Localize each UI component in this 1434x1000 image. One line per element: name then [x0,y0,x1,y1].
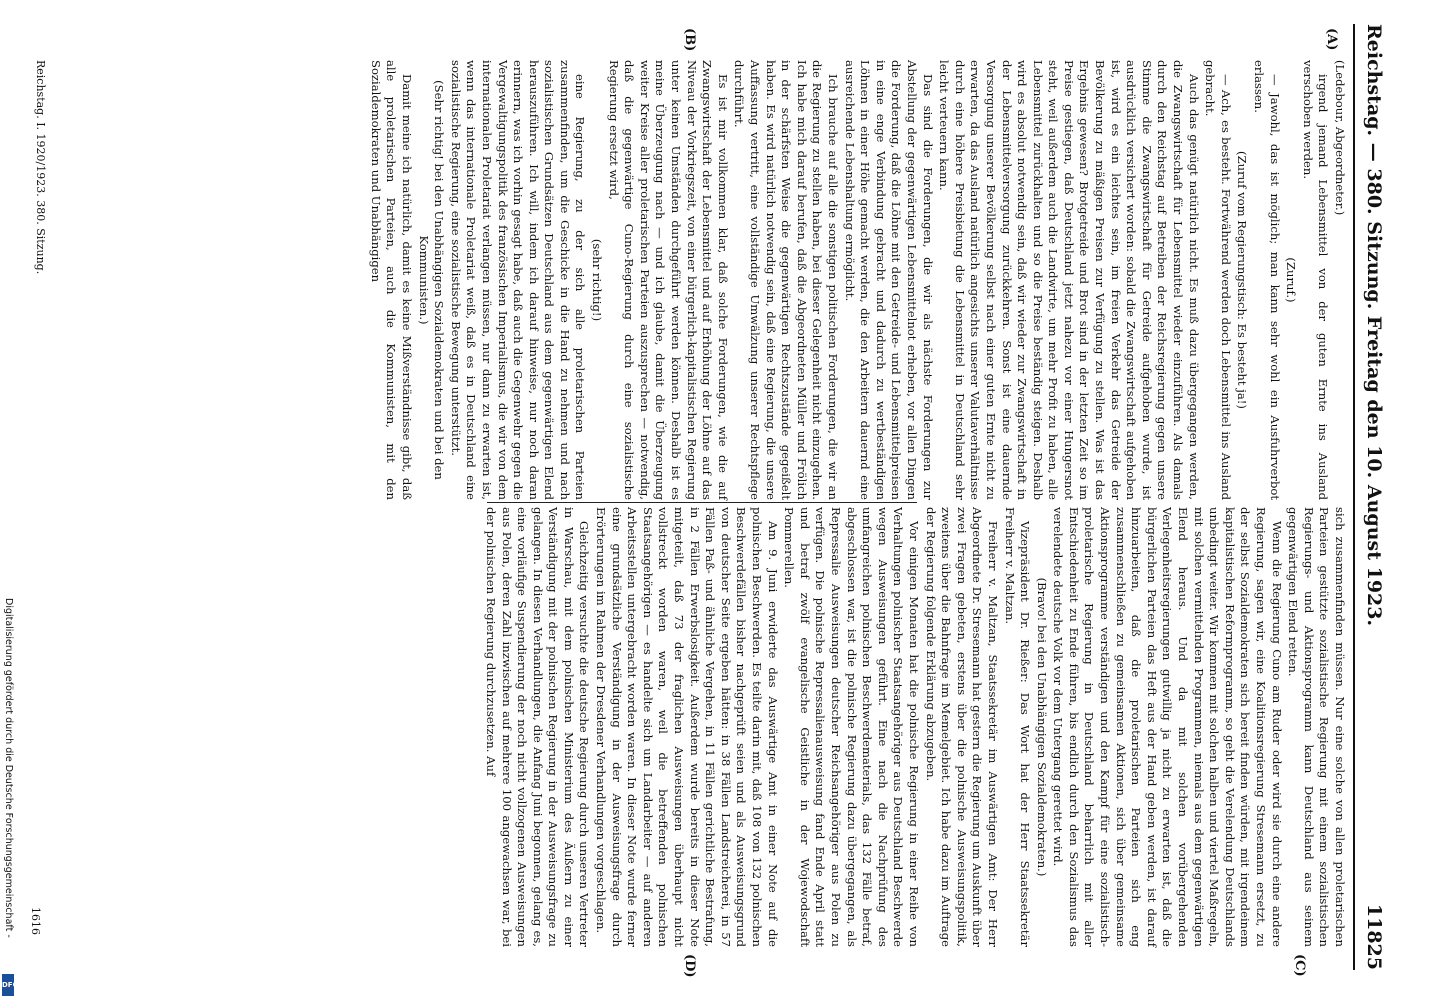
right-column-paragraph: (Bravo! bei den Unabhängigen Sozialdemokraten.) [1034,577,1049,877]
left-column-paragraph: — Jawohl, das ist möglich; man kann sehr wohl ein Ausfuhrverbot erlassen. [1252,60,1282,500]
left-column-paragraph: (Zuruf.) [1284,257,1299,303]
header-rule [1353,24,1355,970]
page-header [1361,24,1389,970]
right-column-paragraph: Vor einigen Monaten hat die polnische Regierung in einer Reihe von Verhaltungen polnischer Staatsangehöriger aus Deutschland Beschwerde wegen Ausweisungen geführt. Eine nach die Nachprüfung des umfangreichen polnischen Beschwerdematerials, das 132 Fälle betraf, abgeschlossen war, ist die polnische Regierung dazu übergegangen, als Repressalie Ausweisungen deutscher Reichsangehöriger aus Polen zu verfügen. Die polnische Repressalienausweisung fand Ende April statt und betraf zwölf evangelische Geistliche in der Wojewodschaft Pommerellen. [782,507,921,947]
right-column [481,507,1347,947]
left-column-paragraph: irgend jemand Lebensmittel von der guten Ernte ins Ausland verschoben werden. [1300,60,1331,500]
left-column-paragraph: Auch das genügt natürlich nicht. Es muß dazu übergegangen werden, die Zwangswirtschaft für Lebensmittel wieder einzuführen. Als damals durch den Reichstag auf Betreiben der Reichsregierung gegen unsere Stimme die Zwangswirtschaft für Getreide aufgehoben wurde, ist ausdrücklich versichert worden: sobald die Zwangswirtschaft aufgehoben ist, wird es ein leichtes sein, im freien Verkehr das Getreide der Bevölkerung zu mäßigen Preisen zur Verfügung zu stellen. Was ist das Ergebnis gewesen? Brotgetreide und Brot sind in der letzten Zeit so im Preise gestiegen, daß Deutschland jetzt nahezu vor einer Hungersnot steht, weil außerdem auch die Landwirte, um mehr Profit zu haben, alle Lebensmittel zurückhalten und so die Preise beständig steigen. Deshalb wird es absolut notwendig sein, daß wir wieder zur Zwangswirtschaft in der Lebensmittelversorgung zurückkehren. Sonst ist eine dauernde Versorgung unserer Bevölkerung selbst nach einer guten Ernte nicht zu erwarten, da das Ausland natürlich angesichts unserer Valutaverhältnisse durch eine höhere Preisbietung die Lebensmittel in Deutschland sehr leicht verteuern kann. [937,60,1201,500]
margin-mark-a: (A) [1324,28,1339,51]
right-column-paragraph: Gleichzeitig versuchte die deutsche Regierung durch unseren Vertreter in Warschau, mit dem polnischen Ministerium des Äußern zu einer Verständigung mit der polnischen Regierung in der Ausweisungsfrage zu gelangen. In diesen Verhandlungen, die Anfang Juni begonnen, gelang es, eine vorläufige Suspendierung der noch nicht vollzogenen Ausweisungen aus Polen, deren Zahl inzwischen auf mehrere 100 angewachsen war, bei der polnischen Regierung durchzusetzen. Auf [483,507,592,947]
left-column-paragraph: Ich brauche auf alle die sonstigen politischen Forderungen, die wir an die Regierung zu stellen haben, bei dieser Gelegenheit nicht einzugehen. Ich habe mich darauf berufen, daß die Abgeordneten Müller und Frölich in der schärfsten Weise die gegenwärtigen Rechtszustände gegeißelt haben. Es wird natürlich notwendig sein, daß eine Regierung, die unsere Auffassung vertritt, eine vollständige Umwälzung unserer Rechtspflege durchführt. [732,60,840,500]
left-column-paragraph: (Zuruf vom Regierungstisch: Es besteht ja!) [1235,151,1250,409]
margin-mark-c: (C) [1292,954,1307,977]
left-column-paragraph: (Ledebour, Abgeordneter.) [1333,60,1347,216]
left-column-paragraph: eine Regierung, zu der sich alle proletarischen Parteien zusammenfinden, um die Geschicke in die Hand zu nehmen und nach sozialistischen Grundsätzen Deutschland aus dem gegenwärtigen Elend herauszuführen. Ich will, indem ich darauf hinweise, nur noch daran erinnern, was ich vorhin gesagt habe, daß auch die Gegenwehr gegen die Vergewaltigungspolitik des französischen Imperialismus, die wir von dem internationalen Proletariat verlangen müssen, nur dann zu erwarten ist, wenn das internationale Proletariat weiß, daß es in Deutschland eine sozialistische Regierung, eine sozialistische Bewegung unterstützt. [448,60,588,500]
right-column-paragraph: Vizepräsident Dr. Rießer: Das Wort hat der Herr Staatssekretär Freiherr v. Maltzan. [1002,507,1033,947]
margin-mark-b: (B) [682,28,697,52]
right-column-paragraph: sich zusammenfinden müssen. Nur eine solche von allen proletarischen Parteien gestützte sozialistische Regierung mit einem sozialistischen Regierungs- und Aktionsprogramm kann Deutschland aus seinem gegenwärtigen Elend retten. [1286,507,1347,947]
footer-left: Reichstag. I. 1920/1923. 380. Sitzung. [34,60,47,275]
left-column-paragraph: Es ist mir vollkommen klar, daß solche Forderungen, wie die auf Zwangswirtschaft der Lebensmittel und auf Erhöhung der Löhne auf das Niveau der Vorkriegszeit, von einer bürgerlich-kapitalistischen Regierung unter keinen Umständen durchgeführt werden können. Deshalb ist es meine Überzeugung nach — und ich glaube, damit die Überzeugung weiter Kreise aller proletarischen Parteien auszusprechen — notwendig, daß die gegenwärtige Cuno-Regierung durch eine sozialistische Regierung ersetzt wird, [606,60,730,500]
header-title: Reichstag. — 380. Sitzung. Freitag den 10. August 1923. [1363,24,1385,627]
document-page [2,2,1397,992]
margin-mark-d: (D) [682,954,697,978]
credit-text: Digitalisierung gefördert durch die Deutsche Forschungsgemeinschaft - [3,598,14,938]
right-column-paragraph: Freiherr v. Maltzan, Staatssekretär im Auswärtigen Amt: Der Herr Abgeordnete Dr. Stresemann hat gestern die Regierung um Auskunft über zwei Fragen gebeten, erstens über die polnische Ausweisungspolitik, zweitens über die Bahnfrage im Memelgebiet. Ich habe dazu im Auftrage der Regierung folgende Erklärung abzugeben. [923,507,1000,947]
dfg-logo: DFG [2,974,14,996]
right-column-paragraph: Am 9. Juni erwiderte das Auswärtige Amt in einer Note auf die polnischen Beschwerden. Es teilte darin mit, daß 108 von 132 polnischen Beschwerdefällen bisher nachgeprüft seien und als Ausweisungsgrund von deutscher Seite ergeben hätten: in 38 Fällen Landstreicherei, in 57 Fällen Paß- und ähnliche Vergehen, in 11 Fällen gerichtliche Bestrafung, in 2 Fällen Erwerbslosigkeit. Außerdem wurde bereits in dieser Note mitgeteilt, daß 73 der fraglichen Ausweisungen überhaupt nicht vollstreckt worden waren, weil die betreffenden polnischen Staatsangehörigen — es handelte sich um Landarbeiter — auf anderen Arbeitsstellen untergebracht worden waren. In dieser Note wurde ferner eine grundsätzliche Verständigung in der Ausweisungsfrage durch Erörterungen im Rahmen der Dresdener Verhandlungen vorgeschlagen. [594,507,780,947]
left-column-paragraph: Damit meine ich natürlich, damit es keine Mißverständnisse gibt, daß alle proletarischen Parteien, auch die Kommunisten, mit den Sozialdemokraten und Unabhängigen [368,60,414,500]
left-column [366,60,1347,500]
left-column-paragraph: — Ach, es besteht. Fortwährend werden doch Lebensmittel ins Ausland gebracht. [1203,60,1233,500]
digitization-credit [0,598,19,998]
right-column-paragraph: Wenn die Regierung Cuno am Ruder oder wird sie durch eine andere Regierung, sagen wir, eine Koalitionsregierung Stresemann ersetzt, zu der selbst Sozialdemokraten sich bereit finden würden, mit irgendeinem kapitalistischen Reformprogramm, so geht die Verelendung Deutschlands unbedingt weiter. Wir kommen mit solchen halben und viertel Maßregeln, mit solchen vermittelnden Programmen, niemals aus dem gegenwärtigen Elend heraus. Und da mit solchen vorübergehenden Verlegenheitsregierungen gutwillig ja nicht zu erwarten ist, daß die bürgerlichen Parteien das Heft aus der Hand geben werden, ist darauf hinzuarbeiten, daß die proletarischen Parteien sich eng zusammenschließen zu gemeinsamen Aktionen, sich über gemeinsame Aktionsprogramme verständigen und den Kampf für eine sozialistisch-proletarische Regierung in Deutschland beharrlich mit aller Entschiedenheit zu Ende führen, bis endlich durch den Sozialismus das verelendete deutsche Volk vor dem Untergang gerettet wird. [1051,507,1284,947]
left-column-paragraph: (sehr richtig!) [590,238,605,322]
left-column-paragraph: Das sind die Forderungen, die wir als nächste Forderungen zur Abstellung der gegenwärtigen Lebensmittelnot erheben, vor allen Dingen die Forderung, daß die Löhne mit den Getreide- und Lebensmittelpreisen in eine enge Verbindung gebracht und dadurch zu wertbeständigen Löhnen in einer Höhe gemacht werden, die den Arbeitern dauernd eine ausreichende Lebenshaltung ermöglicht. [842,60,935,500]
header-page-number: 11825 [1363,903,1385,970]
left-column-paragraph: (Sehr richtig! bei den Unabhängigen Sozialdemokraten und bei den Kommunisten.) [416,80,447,480]
footer-page-number: 1616 [29,907,42,935]
column-divider [487,502,917,503]
